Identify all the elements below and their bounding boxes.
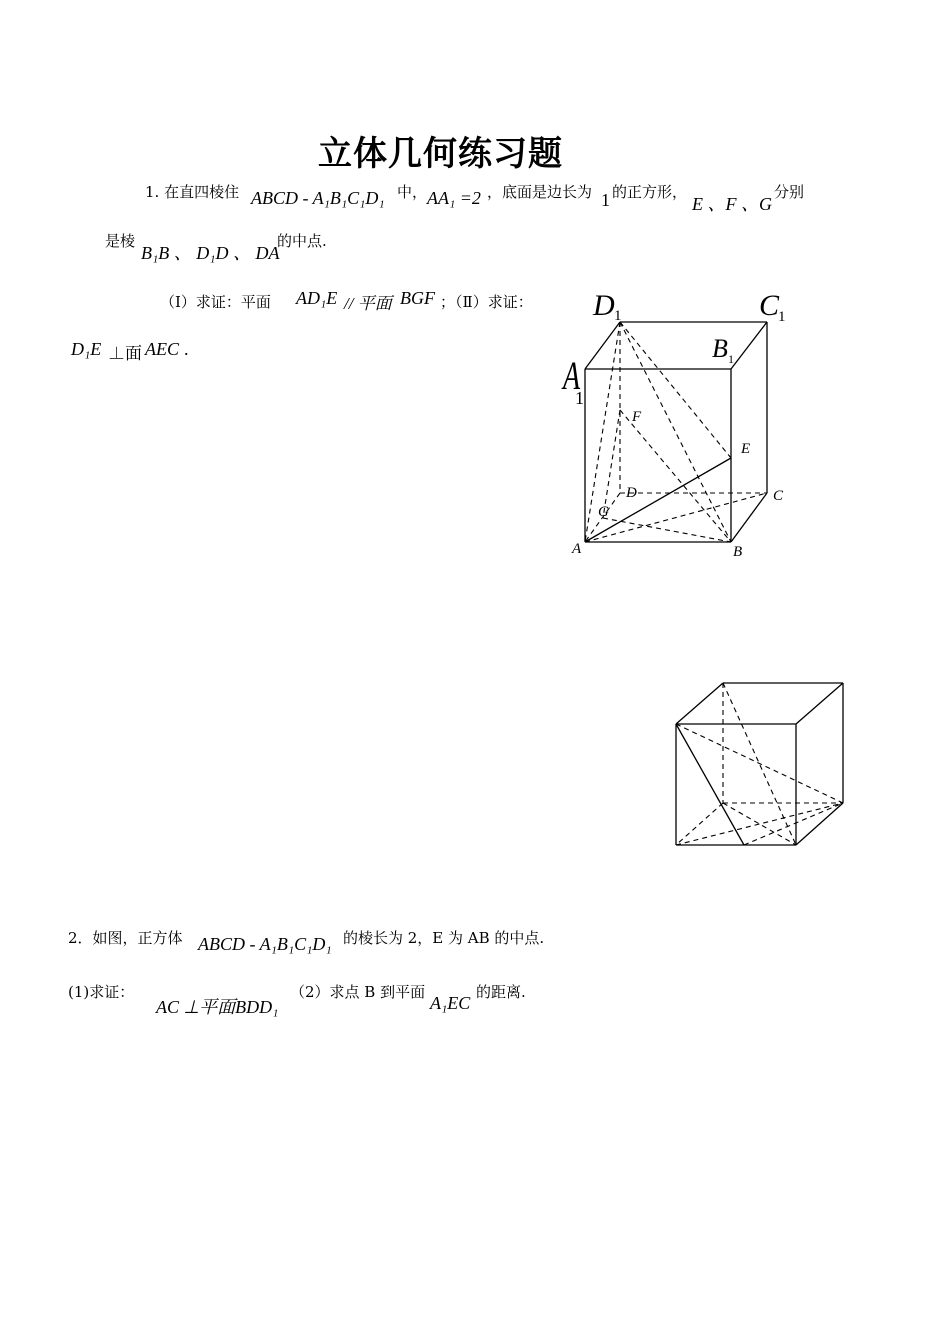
- label-D: D: [626, 485, 637, 501]
- p2-q1-math: AC ⊥平面BDD₁: [156, 997, 279, 1017]
- p2-q2-plane: A₁EC: [430, 993, 471, 1013]
- cube-edge-top-left: [676, 683, 723, 724]
- label-A1: A: [563, 353, 581, 398]
- label-C1-sub: 1: [778, 309, 786, 325]
- label-E: E: [741, 441, 751, 457]
- p1-dot: .: [184, 339, 189, 359]
- p1-plane1: AD₁E: [296, 288, 338, 308]
- p1-desc: ，底面是边长为: [487, 183, 593, 201]
- p2-desc: 的棱长为 2，E 为 AB 的中点.: [343, 929, 545, 947]
- label-B: B: [733, 544, 743, 560]
- p1-mid: 中，: [397, 183, 428, 201]
- p2-q1-prefix: (1)求证：: [68, 983, 135, 1001]
- cube-edge-bottom-left: [676, 803, 723, 845]
- p1-part2: ；（Ⅱ）求证：: [440, 293, 533, 311]
- label-A: A: [572, 541, 582, 557]
- p1-intro: 1. 在直四棱住: [145, 183, 240, 201]
- p1-part1-prefix: （Ⅰ）求证：平面: [160, 293, 271, 311]
- p2-intro: 2．如图，正方体: [68, 929, 183, 947]
- label-D1-sub: 1: [614, 308, 622, 324]
- cube-edge-top-right: [796, 683, 843, 724]
- label-D1: D: [593, 289, 615, 322]
- label-C: C: [773, 488, 784, 504]
- p1-square: 的正方形，: [612, 183, 688, 201]
- label-C1: C: [759, 289, 780, 322]
- cube-diagonal-DB: [723, 803, 796, 845]
- p1-points: E 、F 、G: [692, 194, 772, 214]
- cube-segment-A1C: [676, 724, 843, 803]
- p1-perp: ⊥面: [108, 344, 142, 363]
- p1-line4-lhs: D₁E: [71, 339, 102, 359]
- p1-edges: B₁B 、 D₁D 、 DA: [141, 243, 280, 263]
- p1-split: 分别: [774, 183, 805, 201]
- p1-line2-prefix: 是棱: [105, 232, 136, 250]
- p1-edge: AA₁ =2: [427, 188, 481, 208]
- p2-q2-prefix: （2）求点 B 到平面: [290, 983, 426, 1001]
- p2-q2-suffix: 的距离.: [476, 983, 526, 1001]
- p1-side: 1: [601, 190, 610, 210]
- cube-diagonal-AC: [676, 803, 843, 845]
- p1-prism: ABCD - A₁B₁C₁D₁: [251, 188, 385, 208]
- label-B1: B: [712, 334, 728, 363]
- p1-parallel: // 平面: [344, 294, 392, 313]
- page-title: 立体几何练习题: [318, 134, 563, 174]
- label-G: G: [598, 504, 609, 520]
- label-B1-sub: 1: [728, 352, 734, 366]
- label-A1-sub: 1: [575, 388, 584, 408]
- p2-cube: ABCD - A₁B₁C₁D₁: [198, 934, 332, 954]
- cube-segment-A1E: [676, 724, 744, 845]
- label-F: F: [632, 409, 642, 425]
- p1-plane3: AEC: [145, 339, 179, 359]
- p1-plane2: BGF: [400, 288, 435, 308]
- p1-line2-suffix: 的中点.: [277, 232, 327, 250]
